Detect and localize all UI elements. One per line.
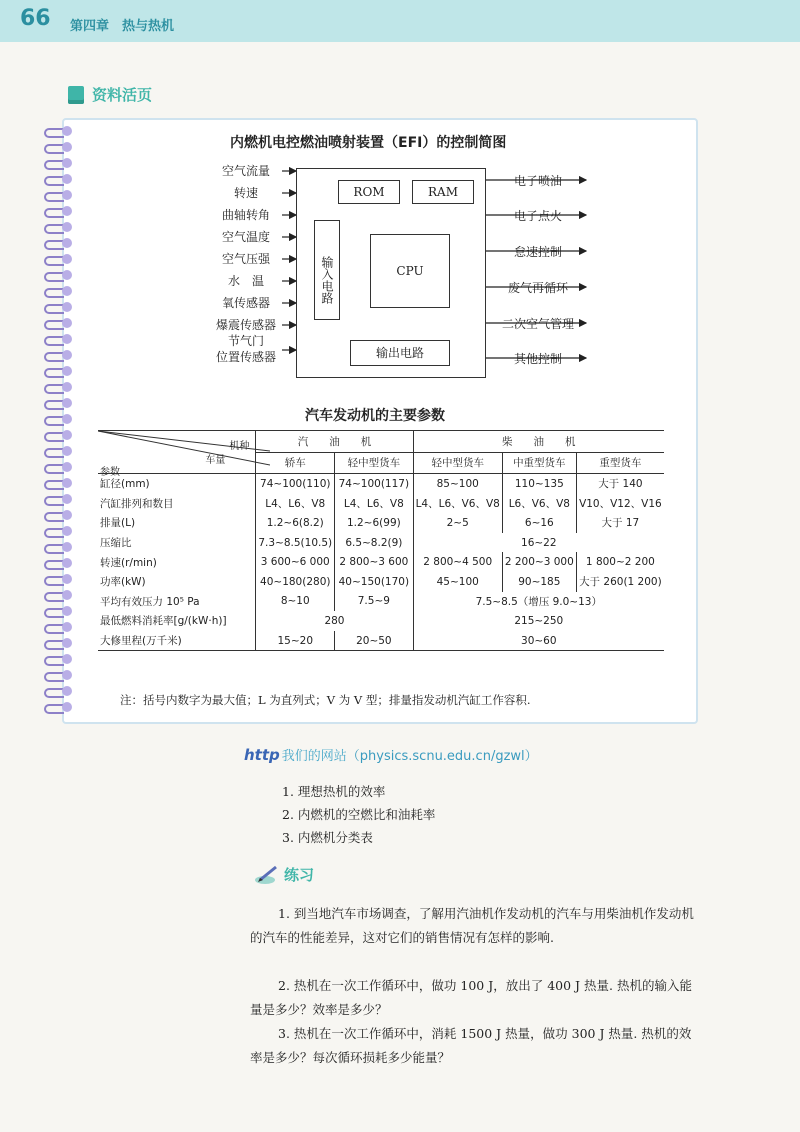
http-icon: http [244,746,280,764]
param-cell: 排量(L) [100,517,136,530]
exercise-item: 2. 热机在一次工作循环中，做功 100 J，放出了 400 J 热量. 热机的输入能量是多少？效率是多少？ [250,978,692,1017]
input-circuit-block: 输入电路 [314,220,340,320]
value-cell: L6、V6、V8 [502,494,576,514]
value-cell: 1.2~6(8.2) [256,513,335,533]
value-cell: 6~16 [502,513,576,533]
value-cell: 2 200~3 000 [502,552,576,572]
output-label: 废气再循环 [507,281,568,295]
value-cell: 280 [256,611,413,631]
resource-item: 3. 内燃机分类表 [282,830,373,845]
table-note: 注：括号内数字为最大值；L 为直列式；V 为 V 型；排量指发动机汽缸工作容积. [120,693,531,707]
subheader-cell: 轿车 [256,452,335,474]
engine-parameters-table [98,430,664,651]
table-corner-cell [98,431,256,478]
value-cell: 110~135 [502,474,576,494]
value-cell: 7.5~9 [335,592,413,612]
page-number: 66 [20,6,51,31]
table-row [98,572,664,592]
value-cell: 20~50 [335,631,413,651]
section-title: 资料活页 [92,86,153,104]
value-cell: 215~250 [413,611,664,631]
input-label: 爆震传感器 [215,318,276,332]
value-cell: 2 800~4 500 [413,552,502,572]
value-cell: 2 800~3 600 [335,552,413,572]
value-cell: 大于 140 [576,474,664,494]
diagram-title: 内燃机电控燃油喷射装置（EFI）的控制简图 [230,135,507,151]
group-header-diesel: 柴 油 机 [413,431,664,453]
value-cell: 16~22 [413,533,664,553]
value-cell: 40~180(280) [256,572,335,592]
value-cell: 7.3~8.5(10.5) [256,533,335,553]
table-row [98,631,664,651]
output-label: 怠速控制 [513,245,562,259]
param-cell: 汽缸排列和数目 [100,497,174,510]
value-cell: 40~150(170) [335,572,413,592]
exercise-heading [254,864,314,885]
value-cell: 90~185 [502,572,576,592]
param-cell: 转速(r/min) [100,556,157,569]
input-label: 空气温度 [221,230,270,244]
value-cell: 45~100 [413,572,502,592]
input-label: 曲轴转角 [221,208,270,222]
value-cell: 30~60 [413,631,664,651]
output-label: 电子点火 [513,209,562,223]
output-label: 二次空气管理 [501,317,574,331]
table-row [98,513,664,533]
rom-block: ROM [338,180,400,204]
param-cell: 功率(kW) [100,576,146,589]
param-cell: 平均有效压力 10⁵ Pa [100,595,200,608]
value-cell: L4、L6、V6、V8 [413,494,502,514]
input-label: 转速 [233,186,258,200]
value-cell: 8~10 [256,592,335,612]
subheader-cell: 中重型货车 [502,452,576,474]
value-cell: 74~100(117) [335,474,413,494]
value-cell: 1 800~2 200 [576,552,664,572]
value-cell: 74~100(110) [256,474,335,494]
value-cell: 85~100 [413,474,502,494]
input-label: 水 温 [227,274,264,288]
param-cell: 最低燃料消耗率[g/(kW·h)] [100,615,227,628]
value-cell: 大于 260(1 200) [576,572,664,592]
exercise-title: 练习 [284,866,315,884]
value-cell: 3 600~6 000 [256,552,335,572]
input-label: 空气流量 [221,164,270,178]
value-cell: 15~20 [256,631,335,651]
corner-label-bottom: 参数 [100,467,120,478]
table-header-row [98,431,664,453]
subheader-cell: 轻中型货车 [335,452,413,474]
value-cell: 7.5~8.5（增压 9.0~13） [413,592,664,612]
ram-block: RAM [412,180,474,204]
subheader-cell: 重型货车 [576,452,664,474]
cpu-block: CPU [370,234,450,308]
group-header-gasoline: 汽 油 机 [256,431,413,453]
corner-label-mid: 车量 [205,455,226,466]
value-cell: 1.2~6(99) [335,513,413,533]
table-title: 汽车发动机的主要参数 [305,408,445,424]
website-url[interactable]: （physics.scnu.edu.cn/gzwl） [346,749,538,764]
corner-label-top: 机种 [229,441,250,452]
table-row [98,474,664,494]
output-label: 其他控制 [513,352,562,366]
website-label: 我们的网站 [281,749,347,764]
exercise-item: 3. 热机在一次工作循环中，消耗 1500 J 热量，做功 300 J 热量. 热机的效率是多少？每次循环损耗多少能量？ [250,1026,692,1065]
website-line [244,745,538,764]
value-cell: 2~5 [413,513,502,533]
value-cell: V10、V12、V16 [576,494,664,514]
output-circuit-block: 输出电路 [350,340,450,366]
input-label: 空气压强 [221,252,270,266]
subheader-cell: 轻中型货车 [413,452,502,474]
table-row [98,494,664,514]
input-label: 氧传感器 [221,296,270,310]
resource-item: 1. 理想热机的效率 [282,784,386,799]
table-row [98,592,664,612]
pencil-icon [254,865,280,885]
input-label: 位置传感器 [215,350,276,364]
resource-item: 2. 内燃机的空燃比和油耗率 [282,807,436,822]
param-cell: 压缩比 [100,537,132,550]
chapter-title: 第四章 热与热机 [70,19,175,34]
table-row [98,611,664,631]
param-cell: 缸径(mm) [98,474,256,494]
table-row [98,552,664,572]
value-cell: 大于 17 [576,513,664,533]
value-cell: L4、L6、V8 [335,494,413,514]
value-cell: L4、L6、V8 [256,494,335,514]
param-cell: 大修里程(万千米) [100,635,182,648]
input-label: 节气门 [227,334,264,348]
value-cell: 6.5~8.2(9) [335,533,413,553]
exercise-item: 1. 到当地汽车市场调查，了解用汽油机作发动机的汽车与用柴油机作发动机的汽车的性能差异，这对它们的销售情况有怎样的影响. [250,906,694,945]
table-row [98,533,664,553]
output-label: 电子喷油 [513,174,562,188]
